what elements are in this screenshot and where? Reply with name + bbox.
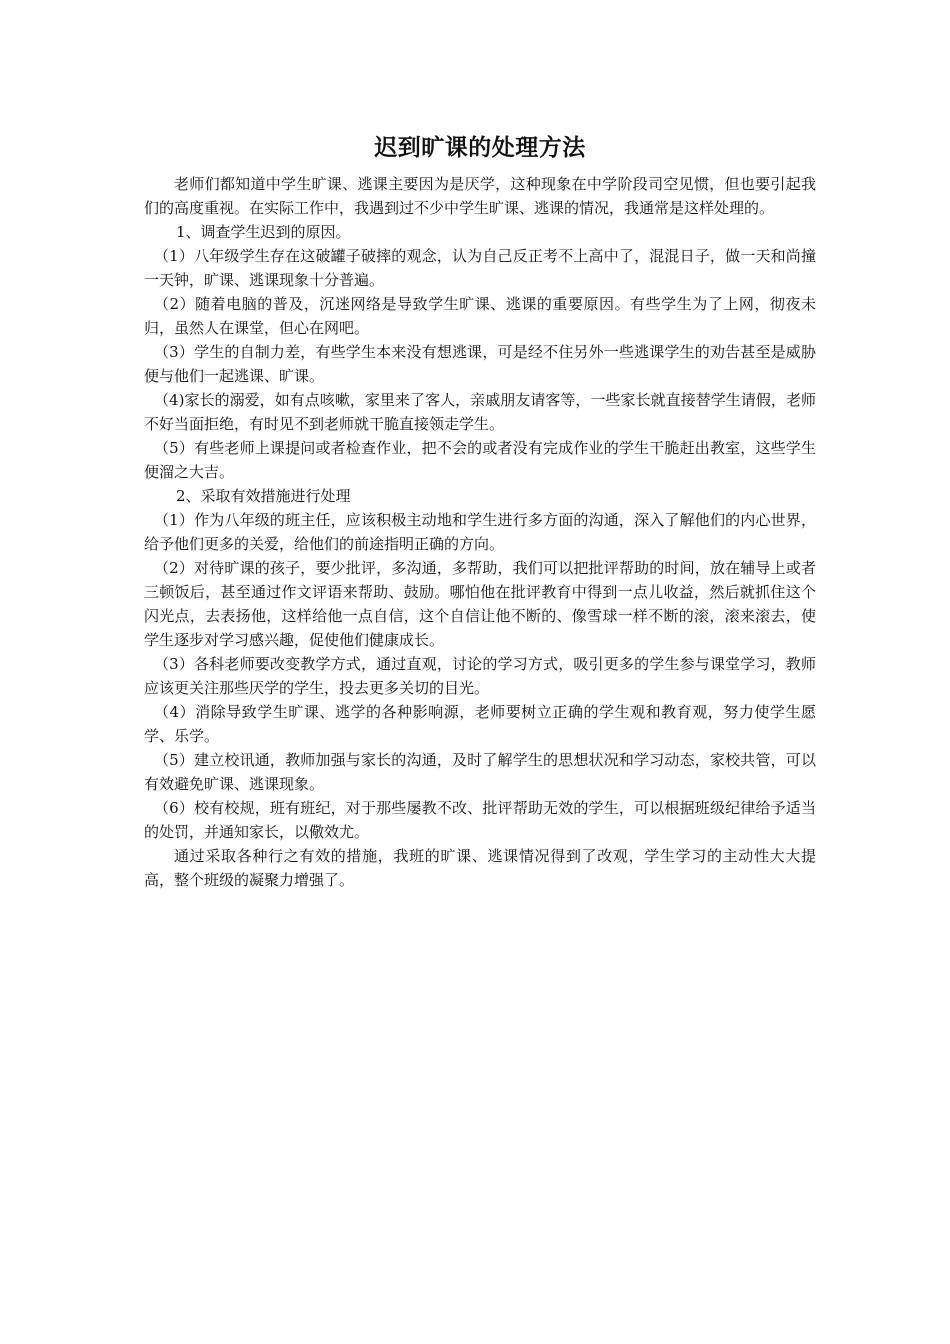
section2-item-6: （6）校有校规，班有班纪，对于那些屡教不改、批评帮助无效的学生，可以根据班级纪律给予适当的处罚，并通知家长，以儆效尤。: [144, 799, 816, 841]
section2-item-3: （3）各科老师要改变教学方式，通过直观，讨论的学习方式，吸引更多的学生参与课堂学习，教师应该更关注那些厌学的学生，投去更多关切的目光。: [144, 655, 816, 697]
section1-item-5: （5）有些老师上课提问或者检查作业，把不会的或者没有完成作业的学生干脆赶出教室，这些学生便溜之大吉。: [144, 439, 816, 481]
section2-heading: 2、采取有效措施进行处理: [176, 487, 351, 505]
section2-item-4: （4）消除导致学生旷课、逃学的各种影响源，老师要树立正确的学生观和教育观，努力使学生愿学、乐学。: [144, 703, 816, 745]
section2-item-5: （5）建立校讯通，教师加强与家长的沟通，及时了解学生的思想状况和学习动态，家校共管，可以有效避免旷课、逃课现象。: [144, 751, 816, 793]
conclusion-paragraph: 通过采取各种行之有效的措施，我班的旷课、逃课情况得到了改观，学生学习的主动性大大提高，整个班级的凝聚力增强了。: [144, 847, 816, 889]
intro-paragraph: 老师们都知道中学生旷课、逃课主要因为是厌学，这种现象在中学阶段司空见惯，但也要引起我们的高度重视。在实际工作中，我遇到过不少中学生旷课、逃课的情况，我通常是这样处理的。: [144, 175, 816, 217]
document-page: [144, 128, 816, 892]
section1-item-3: （3）学生的自制力差，有些学生本来没有想逃课，可是经不住另外一些逃课学生的劝告甚至是威胁便与他们一起逃课、旷课。: [144, 343, 816, 385]
document-title: 迟到旷课的处理方法: [374, 134, 586, 161]
section1-item-4: （4)家长的溺爱，如有点咳嗽，家里来了客人，亲戚朋友请客等，一些家长就直接替学生请假，老师不好当面拒绝，有时见不到老师就干脆直接领走学生。: [144, 391, 816, 433]
section2-item-1: （1）作为八年级的班主任，应该积极主动地和学生进行多方面的沟通，深入了解他们的内心世界，给予他们更多的关爱，给他们的前途指明正确的方向。: [144, 511, 816, 553]
section1-item-1: （1）八年级学生存在这破罐子破摔的观念，认为自己反正考不上高中了，混混日子，做一天和尚撞一天钟，旷课、逃课现象十分普遍。: [144, 247, 816, 289]
section2-item-2: （2）对待旷课的孩子，要少批评，多沟通，多帮助，我们可以把批评帮助的时间，放在辅导上或者三顿饭后，甚至通过作文评语来帮助、鼓励。哪怕他在批评教育中得到一点儿收益，然后就抓住这个闪光点，去表扬他，这样给他一点自信，这个自信让他不断的、像雪球一样不断的滚，滚来滚去，使学生逐步对学习感兴趣，促使他们健康成长。: [144, 559, 816, 649]
section1-item-2: （2）随着电脑的普及，沉迷网络是导致学生旷课、逃课的重要原因。有些学生为了上网，彻夜未归，虽然人在课堂，但心在网吧。: [144, 295, 816, 337]
section1-heading: 1、调查学生迟到的原因。: [176, 223, 351, 241]
